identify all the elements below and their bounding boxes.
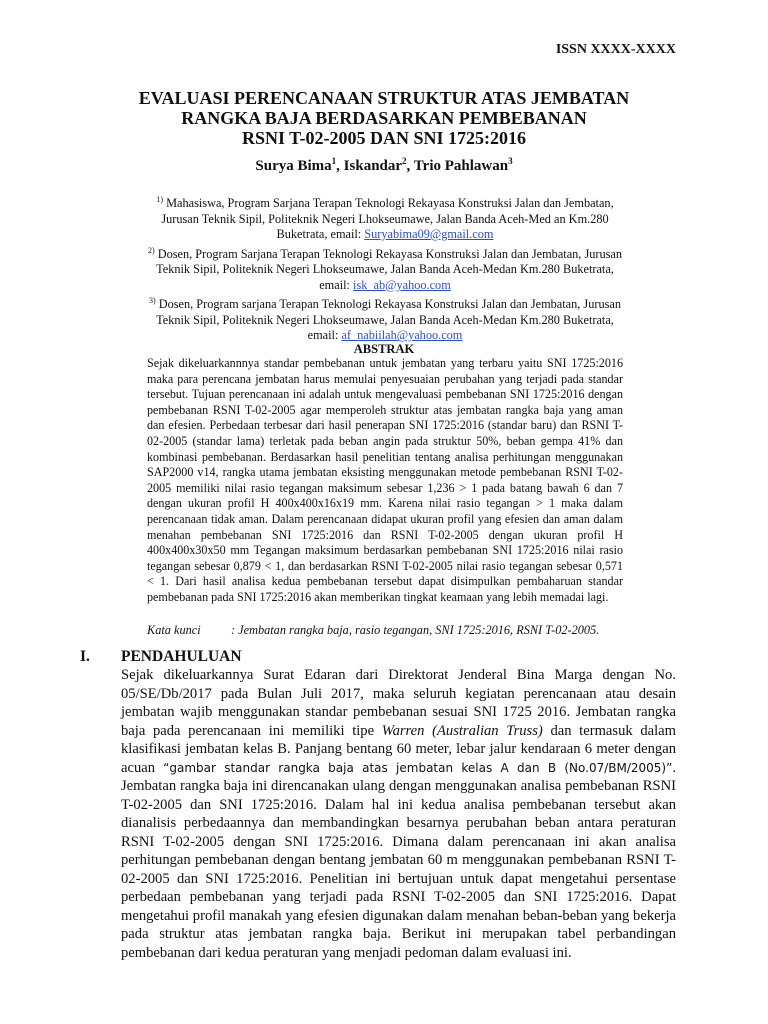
affiliation-text: Mahasiswa, Program Sarjana Terapan Teknologi Rekayasa Konstruksi Jalan dan Jembatan, Jurusan Teknik Sipil, Politeknik Negeri Lhokseumawe, Jalan Banda Aceh-Med an Km.280 Buketrata, email: xyxy=(161,196,614,242)
keywords-label: Kata kunci xyxy=(147,623,201,637)
keywords-text: : Jembatan rangka baja, rasio tegangan, SNI 1725:2016, RSNI T-02-2005. xyxy=(231,623,600,637)
body-text: dan termasuk dalam klasifikasi jembatan kelas B. Panjang bentang 60 meter, lebar jalur kendaraan 6 meter dengan acuan xyxy=(121,722,676,776)
author-list: Surya Bima$^1$, Iskandar$^2$, Trio Pahlawan$^3$ xyxy=(255,156,513,174)
affiliation-sup: 2) xyxy=(147,245,155,255)
issn-header: ISSN XXXX-XXXX xyxy=(555,42,676,57)
abstract-text: Sejak dikeluarkannnya standar pembebanan untuk jembatan yang terbaru yaitu SNI 1725:2016 maka para perencana jembatan harus memulai penyesuaian perubahan yang terjadi pada standar tersebut. Tujuan perencanaan ini adalah untuk mengevaluasi pembebanan SNI 1725:2016 dengan pembebanan RSNI T-02-2005 agar memperoleh struktur atas jembatan rangka baja yang aman dan efesien. Perbedaan terbesar dari hasil penerapan SNI 1725:2016 (standar baru) dan RSNI T-02-2005 (standar lama) terletak pada beban angin pada struktur 50%, beban gempa 41% dan kombinasi pembebanan. Berdasarkan hasil penelitian tentang analisa perhitungan menggunakan SAP2000 v14, rangka utama jembatan eksisting menggunakan metode pembebanan RSNI T-02-2005 memiliki nilai rasio tegangan maksimum sebesar 1,236 > 1 pada batang bawah 6 dan 7 dengan ukuran profil H 400x400x16x19 mm. Karena nilai rasio tegangan > 1 maka dalam perencanaan tidak aman. Dalam perencanaan didapat ukuran profil yang efesien dan aman dalam menahan pembebanan SNI 1725:2016 dan RSNI T-02-2005 dengan ukuran profil H 400x400x30x50 mm Tegangan maksimum berdasarkan pembebanan SNI 1725:2016 nilai rasio tegangan sebesar 0,879 < 1, dan berdasarkan RSNI T-02-2005 nilai rasio tegangan sebesar 0,571 < 1. Dari hasil analisa kedua pembebanan tersebut dapat disimpulkan pembaharuan standar pembebanan pada SNI 1725:2016 akan memberikan tingkat keamaan yang lebih memadai lagi. xyxy=(147,356,623,604)
title-line-3: RSNI T-02-2005 DAN SNI 1725:2016 xyxy=(241,128,527,148)
author-sup: 3 xyxy=(508,156,513,166)
body-citation: “gambar standar rangka baja atas jembatan kelas A dan B (No.07/BM/2005)” xyxy=(163,760,673,775)
email-link[interactable]: af_nabiilah@yahoo.com xyxy=(341,328,463,343)
email-link[interactable]: Suryabima09@gmail.com xyxy=(364,227,494,242)
affiliation-sup: 3) xyxy=(148,296,156,306)
author-name: Surya Bima xyxy=(255,158,332,174)
affiliation-2 xyxy=(140,243,630,294)
author-sup: 2 xyxy=(402,156,407,166)
section-title: PENDAHULUAN xyxy=(121,648,242,665)
body-text: Sejak dikeluarkannya Surat Edaran dari Direktorat Jenderal Bina Marga dengan No. 05/SE/Db/2017 pada Bulan Juli 2017, maka seluruh kegiatan perencanaan atau desain jembatan wajib menggunakan standar pembebanan sesuai SNI 1725 2016. Jembatan rangka baja pada perencanaan ini memiliki tipe xyxy=(121,667,676,739)
affiliation-sup: 1) xyxy=(156,195,163,204)
section-body xyxy=(121,666,676,962)
body-text: . Jembatan rangka baja ini direncanakan ulang dengan menggunakan analisa pembebanan RSNI T-02-2005 dan SNI 1725:2016. Dalam hal ini kedua analisa pembebanan tersebut akan dianalisis perbedaannya dan membandingkan besarnya perubahan beban antara peraturan RSNI T-02-2005 dengan SNI 1725:2016. Dimana dalam perencanaan ini akan analisa perhitungan pembebanan dengan bentang jembatan 60 m menggunakan pembebanan RSNI T-02-2005 dan SNI 1725:2016. Penelitian ini bertujuan untuk dapat mengetahui persentase perbedaan pembebanan yang terjadi pada RSNI T-02-2005 dan SNI 1725:2016. Dapat mengetahui profil manakah yang efesien digunakan dalam menahan beban-beban yang bekerja pada struktur atas jembatan rangka baja. Berikut ini merupakan tabel perbandingan pembebanan dari kedua peraturan yang menjadi pedoman dalam evaluasi ini. xyxy=(121,759,676,961)
abstract-heading: ABSTRAK xyxy=(353,342,415,356)
paper-title xyxy=(0,88,768,148)
author-name: Iskandar xyxy=(343,158,403,174)
body-italic: Warren (Australian Truss) xyxy=(381,722,543,739)
author-name: Trio Pahlawan xyxy=(413,158,509,174)
section-number: I. xyxy=(80,648,90,665)
affiliation-3 xyxy=(140,293,630,344)
author-sup: 1 xyxy=(331,156,337,166)
affiliation-1 xyxy=(140,192,630,243)
affiliation-text: Dosen, Program Sarjana Terapan Teknologi Rekayasa Konstruksi Jalan dan Jembatan, Jurusan Teknik Sipil, Politeknik Negeri Lhokseumawe, Jalan Banda Aceh-Medan Km.280 Buketrata, email: xyxy=(156,246,623,292)
keywords-line xyxy=(147,623,647,638)
email-link[interactable]: isk_ab@yahoo.com xyxy=(353,277,451,292)
affiliation-text: Dosen, Program sarjana Terapan Teknologi Rekayasa Konstruksi Jalan dan Jembatan, Jurusan Teknik Sipil, Politeknik Negeri Lhokseumawe, Jalan Banda Aceh-Medan Km.280 Buketrata, email: xyxy=(156,297,621,343)
title-line-2: RANGKA BAJA BERDASARKAN PEMBEBANAN xyxy=(181,108,587,128)
affiliations xyxy=(140,192,630,344)
title-line-1: EVALUASI PERENCANAAN STRUKTUR ATAS JEMBATAN xyxy=(138,88,630,108)
